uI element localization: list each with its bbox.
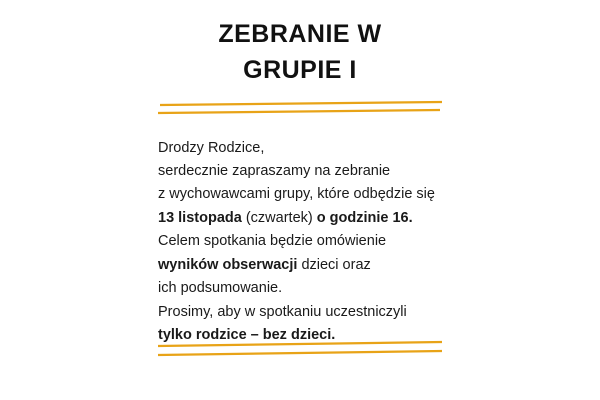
body-segment: Celem spotkania będzie omówienie xyxy=(158,233,387,250)
divider-bottom-lines xyxy=(0,340,600,362)
body-line xyxy=(158,137,488,160)
page-title xyxy=(0,0,600,89)
body-segment: dzieci oraz xyxy=(297,256,371,273)
divider-top xyxy=(0,99,600,121)
body-segment: Prosimy, aby w spotkaniu uczestniczyli xyxy=(158,303,407,320)
page-title-line-1: ZEBRANIE W xyxy=(218,20,382,48)
body-segment: ich podsumowanie. xyxy=(158,280,283,297)
body-line xyxy=(158,183,488,206)
body-segment: serdecznie zapraszamy na zebranie xyxy=(158,162,391,179)
body-text xyxy=(158,137,488,348)
body-segment: (czwartek) xyxy=(241,209,317,226)
body-segment: 13 listopada xyxy=(158,209,242,226)
divider-top-lines xyxy=(0,99,600,121)
body-segment: tylko rodzice – bez dzieci. xyxy=(158,327,336,344)
body-segment: wyników obserwacji xyxy=(158,256,298,273)
body-segment: z wychowawcami grupy, które odbędzie się xyxy=(158,186,435,203)
body-segment: Drodzy Rodzice, xyxy=(158,139,265,156)
body-line xyxy=(158,254,488,277)
body-line xyxy=(158,301,488,324)
body-line xyxy=(158,207,488,230)
body-segment: o godzinie 16. xyxy=(316,209,413,226)
divider-bottom xyxy=(0,340,600,362)
body-line xyxy=(158,277,488,300)
body-line xyxy=(158,160,488,183)
body-line xyxy=(158,230,488,253)
page-title-line-2: GRUPIE I xyxy=(243,56,357,85)
